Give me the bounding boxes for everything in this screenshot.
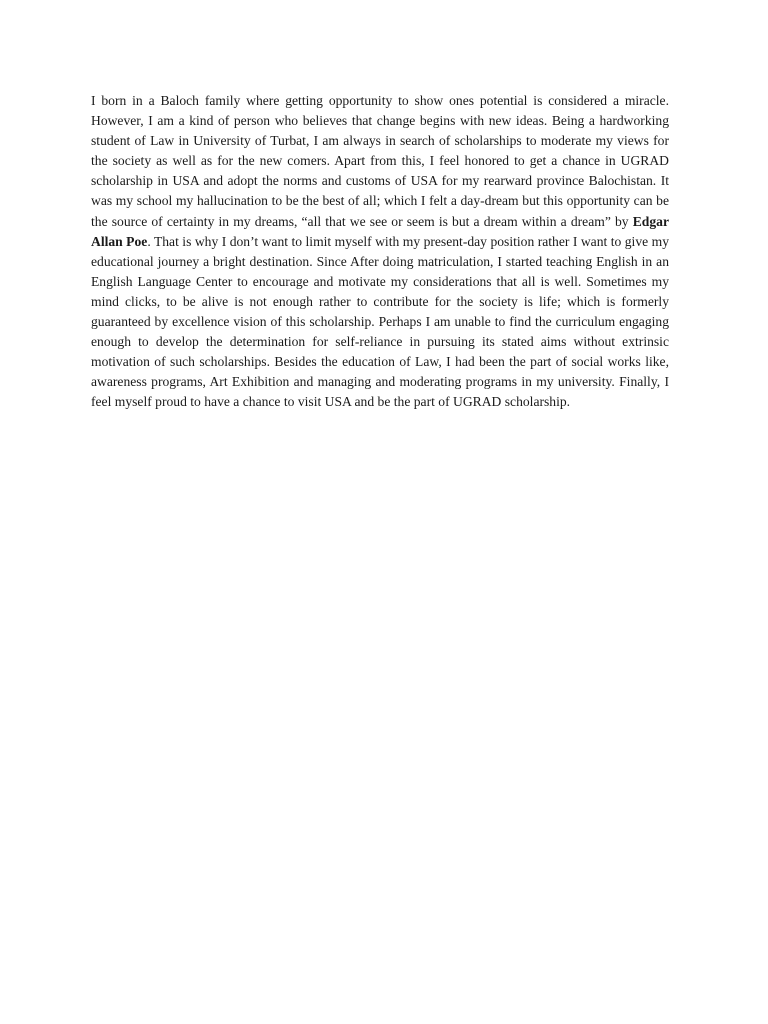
essay-text-part-2: . That is why I don’t want to limit myself with my present-day position rather I want to give my educational journey a bright destination. Since After doing matriculation, I started teaching English in an English Language Center to encourage and motivate my considerations that all is well. Sometimes my mind clicks, to be alive is not enough rather to contribute for the society is life; which is formerly guaranteed by excellence vision of this scholarship. Perhaps I am unable to find the curriculum engaging enough to develop the determination for self-reliance in pursuing its stated aims without extrinsic motivation of such scholarships. Besides the education of Law, I had been the part of social works like, awareness programs, Art Exhibition and managing and moderating programs in my university. Finally, I feel myself proud to have a chance to visit USA and be the part of UGRAD scholarship. [91,233,669,410]
author-name: Edgar Allan Poe [91,213,669,249]
essay-text-part-1: I born in a Baloch family where getting opportunity to show ones potential is considered a miracle. However, I am a kind of person who believes that change begins with new ideas. Being a hardworking student of Law in University of Turbat, I am always in search of scholarships to moderate my views for the society as well as for the new comers. Apart from this, I feel honored to get a chance in UGRAD scholarship in USA and adopt the norms and customs of USA for my rearward province Balochistan. It was my school my hallucination to be the best of all; which I felt a day-dream but this opportunity can be the source of certainty in my dreams, “all that we see or seem is but a dream within a dream” by [91,93,669,229]
essay-paragraph [91,91,669,413]
